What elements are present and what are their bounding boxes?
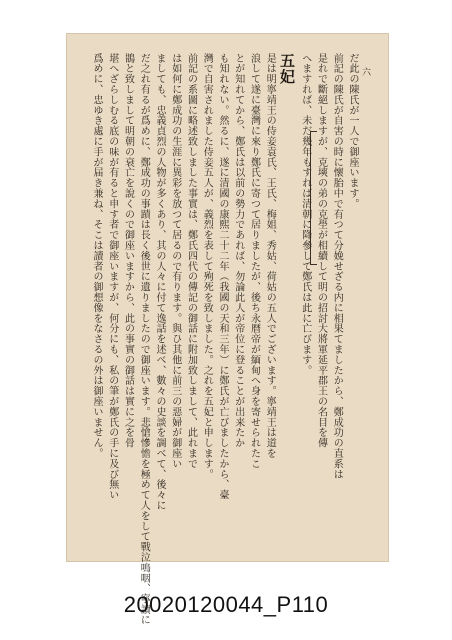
section-heading: 五妃 <box>278 53 296 85</box>
text-column: 是は明寧靖王の侍妾袁氏、王氏、梅姐、秀姑、荷姑の五人でございます。寧靖王は道を <box>264 53 276 459</box>
text-column: は如何に鄭成功の生涯に異彩を放つて居るので有ります。與ひ其他に前三の惡婦が御座い <box>169 53 181 469</box>
text-column: 前記の陳氏が自害の時に懷胎中で有つて分娩せざる内に相果てましたから、鄭成功の直系は <box>331 53 343 480</box>
text-column: 浪して遂に臺灣に來り鄭氏に寄つて居りましたが、後ち永暦帝が緬甸へ身を寄せられたこ <box>248 53 260 469</box>
page-number: 六 <box>361 68 371 78</box>
text-column: ましても、忠義貞烈の人物が多くあり、其の人々に付て逸話を述べ、數々の史談を調べて、後々に <box>154 53 165 511</box>
text-column: 鵲と致しまして明朝の衰亡を說くので御座いますから、此の事實の御話は實に之を骨 <box>122 53 134 449</box>
text-column: 前記の系圖に略述致しました事實は、鄭氏四代の傳記の御話に附加致しまして、此れまで <box>185 53 197 469</box>
text-column: へますれば、未だ幾年もすれば清朝に降參して鄭氏は此に亡びます。 <box>299 53 311 376</box>
text-column: も知れない。然るに、遂に清國の康熙二十二年（我國の天和三年）に鄭氏が亡びましたから、臺 <box>217 53 228 501</box>
text-column: 是れで斷絕しますが、克塽の弟の克壆が相續して明の招討大將軍延平郡王の名目を傳 <box>315 53 327 449</box>
image-caption: 20020120044_P110 <box>123 592 329 617</box>
text-column: だ此の陳氏が一人で御座います。 <box>347 53 358 209</box>
text-column: 爲めに、忠ゆき處に手が届き兼ね、そこは讀者の御想像をなさるの外は御座いません。 <box>91 53 102 459</box>
text-column: 灣で自害されました侍妾五人が、義烈を表して殉死を致しました。之れを五妃と申します。 <box>201 53 213 480</box>
text-column: 堪へざらしむる底の味が有ると申す者で御座いますが、何分にも、私の筆が鄭氏の手に及び無い <box>106 53 118 501</box>
text-column: だ之れ有るが爲めに、鄭成功の事蹟は長く後世に遺りましたので御座います。悲愴慘憺を極めて人をして戰泣鳴咽、寧讀に <box>138 53 150 625</box>
text-column: とが知れてから、鄭氏は以前の勢力であれば、勿論此人が帝位に登ることが出来たか <box>232 53 244 449</box>
